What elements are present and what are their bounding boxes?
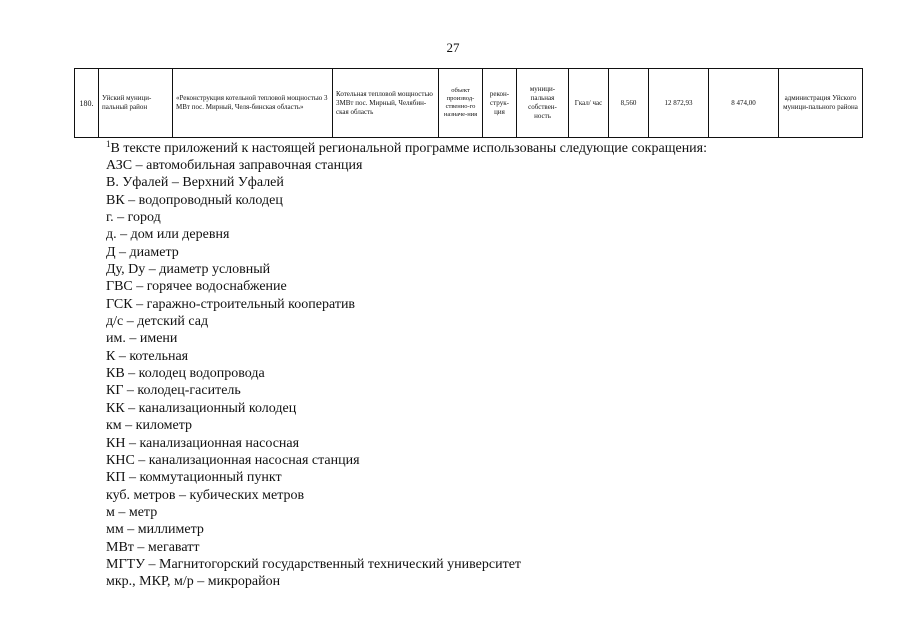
list-item: КГ – колодец-гаситель <box>106 383 241 399</box>
cost-budget-cell: 8 474,00 <box>709 69 779 138</box>
program-table <box>74 68 862 138</box>
list-item: куб. метров – кубических метров <box>106 487 305 503</box>
object-cell: Котельная тепловой мощностью 3МВт пос. Мирный, Челябин-ская область <box>333 69 439 138</box>
list-item: ГВС – горячее водоснабжение <box>106 279 287 295</box>
row-number-cell: 180. <box>75 69 99 138</box>
page-number: 27 <box>446 40 460 55</box>
list-item: д. – дом или деревня <box>106 227 230 243</box>
list-item: КНС – канализационная насосная станция <box>106 452 360 468</box>
list-item: В. Уфалей – Верхний Уфалей <box>106 175 284 191</box>
abbreviation-list <box>106 157 866 591</box>
object-type-cell: объект производ-ственно-го назначе-ния <box>439 69 483 138</box>
list-item: МГТУ – Магнитогорский государственный технический университет <box>106 556 522 572</box>
table-row <box>74 68 863 138</box>
list-item: КН – канализационная насосная <box>106 435 300 451</box>
unit-cell: Гкал/ час <box>569 69 609 138</box>
list-item: ВК – водопроводный колодец <box>106 192 283 208</box>
list-item: м – метр <box>106 504 158 520</box>
list-item: Ду, Dy – диаметр условный <box>106 262 271 278</box>
list-item: им. – имени <box>106 331 178 347</box>
list-item: мм – миллиметр <box>106 522 204 538</box>
footnote-intro <box>106 140 866 157</box>
customer-cell: администрация Уйского муници-пального района <box>779 69 863 138</box>
list-item: Д – диаметр <box>106 244 179 260</box>
work-type-cell: рекон-струк-ция <box>483 69 517 138</box>
list-item: КК – канализационный колодец <box>106 400 297 416</box>
list-item: г. – город <box>106 210 161 226</box>
list-item: КВ – колодец водопровода <box>106 366 265 382</box>
footnote-marker: 1 <box>106 139 111 149</box>
list-item: мкр., МКР, м/р – микрорайон <box>106 574 281 590</box>
list-item: К – котельная <box>106 348 189 364</box>
capacity-cell: 8,560 <box>609 69 649 138</box>
list-item: АЗС – автомобильная заправочная станция <box>106 158 363 173</box>
ownership-cell: муници-пальная собствен-ность <box>517 69 569 138</box>
cost-total-cell: 12 872,93 <box>649 69 709 138</box>
footnote-intro-text: В тексте приложений к настоящей региональной программе использованы следующие сокращения: <box>110 141 708 156</box>
list-item: КП – коммутационный пункт <box>106 470 282 486</box>
list-item: ГСК – гаражно-строительный кооператив <box>106 296 356 312</box>
district-cell: Уйский муници-пальный район <box>99 69 173 138</box>
project-cell: «Реконструкция котельной тепловой мощностью 3 МВт пос. Мирный, Челя-бинская область» <box>173 69 333 138</box>
list-item: км – километр <box>106 418 193 434</box>
abbreviations-footnote <box>106 140 866 591</box>
list-item: д/с – детский сад <box>106 314 209 330</box>
list-item: МВт – мегаватт <box>106 539 200 555</box>
